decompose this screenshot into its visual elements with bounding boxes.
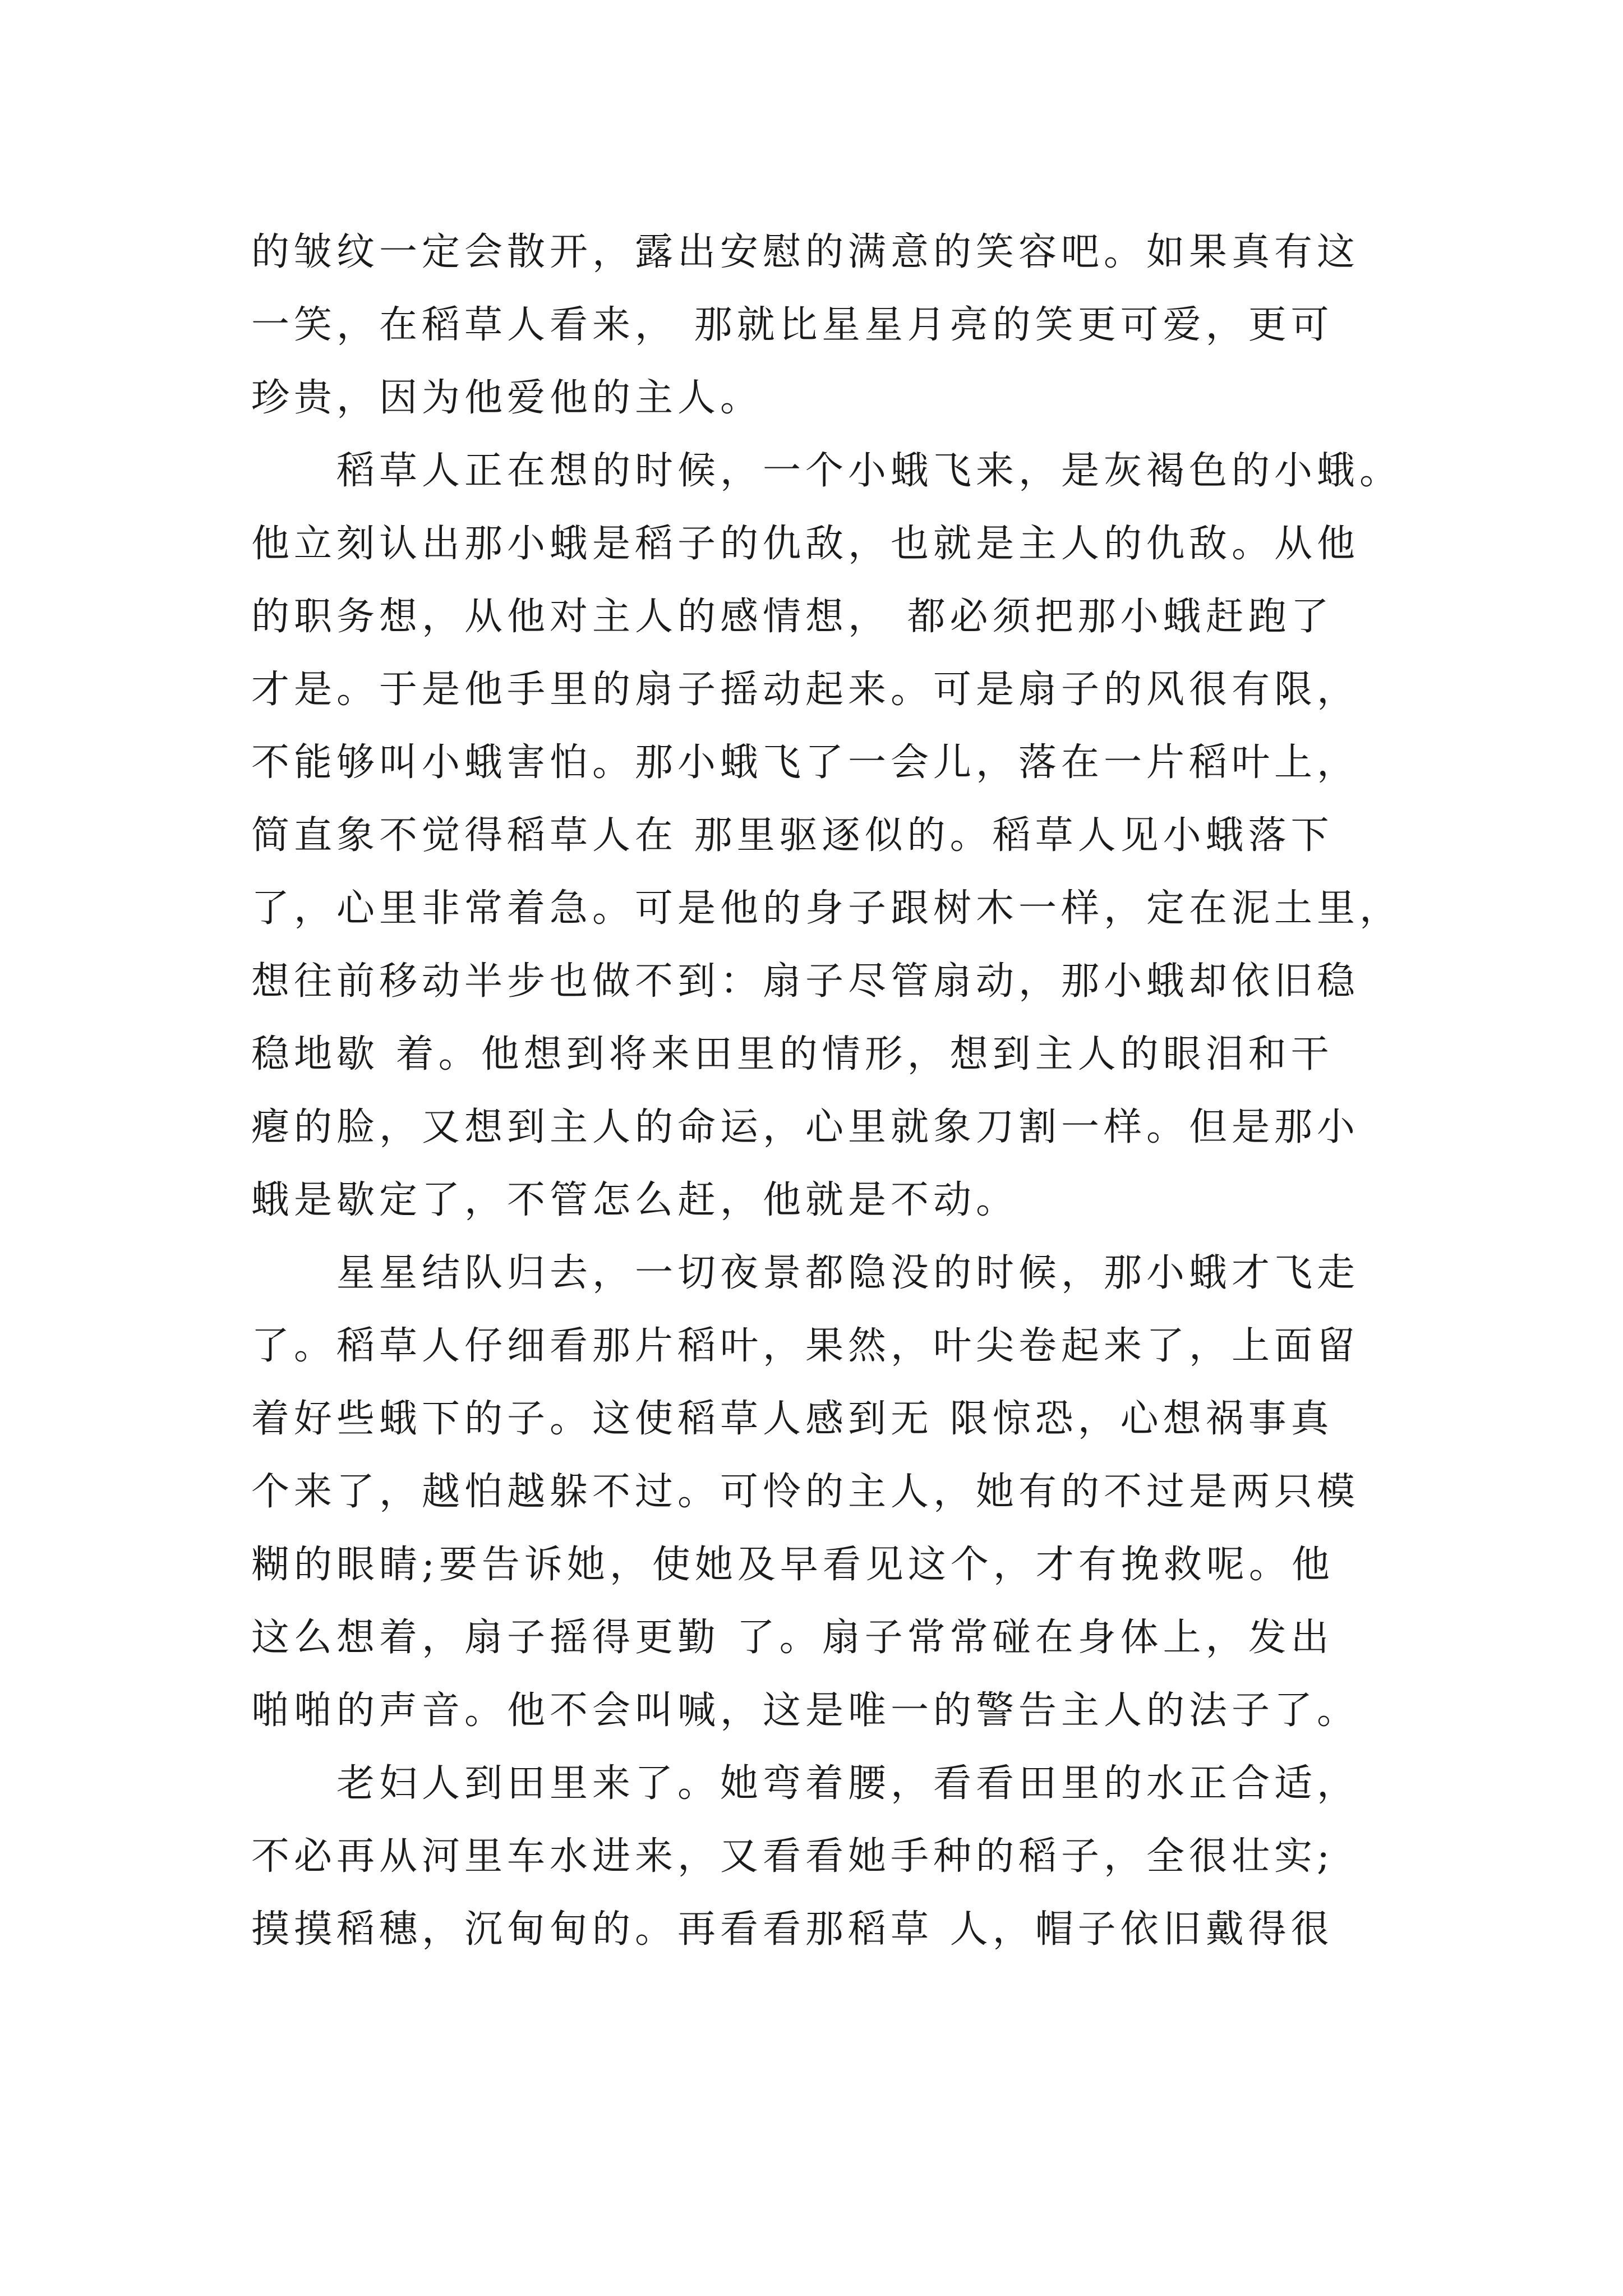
text-line: 的职务想，从他对主人的感情想， 都必须把那小蛾赶跑了 — [251, 595, 1334, 639]
text-line: 啪啪的声音。他不会叫喊，这是唯一的警告主人的法子了。 — [251, 1688, 1360, 1733]
text-line: 老妇人到田里来了。她弯着腰，看看田里的水正合适， — [251, 1761, 1360, 1806]
text-line: 他立刻认出那小蛾是稻子的仇敌，也就是主人的仇敌。从他 — [251, 522, 1360, 566]
text-line: 珍贵，因为他爱他的主人。 — [251, 376, 763, 420]
text-line: 不能够叫小蛾害怕。那小蛾飞了一会儿，落在一片稻叶上， — [251, 740, 1360, 785]
text-line: 了，心里非常着急。可是他的身子跟树木一样，定在泥土里， — [251, 886, 1403, 931]
text-line: 星星结队归去，一切夜景都隐没的时候，那小蛾才飞走 — [251, 1251, 1360, 1295]
text-line: 摸摸稻穗，沉甸甸的。再看看那稻草 人，帽子依旧戴得很 — [251, 1907, 1334, 1952]
text-line: 稻草人正在想的时候，一个小蛾飞来，是灰褐色的小蛾。 — [251, 449, 1403, 493]
text-line: 蛾是歇定了，不管怎么赶，他就是不动。 — [251, 1178, 1019, 1222]
text-line: 了。稻草人仔细看那片稻叶，果然，叶尖卷起来了，上面留 — [251, 1324, 1360, 1368]
text-line: 一笑，在稻草人看来， 那就比星星月亮的笑更可爱，更可 — [251, 303, 1334, 347]
text-line: 不必再从河里车水进来，又看看她手种的稻子，全很壮实; — [251, 1834, 1334, 1879]
text-line: 这么想着，扇子摇得更勤 了。扇子常常碰在身体上，发出 — [251, 1616, 1334, 1660]
text-line: 糊的眼睛;要告诉她，使她及早看见这个，才有挽救呢。他 — [251, 1543, 1334, 1587]
text-line: 着好些蛾下的子。这使稻草人感到无 限惊恐，心想祸事真 — [251, 1397, 1334, 1441]
text-line: 瘪的脸，又想到主人的命运，心里就象刀割一样。但是那小 — [251, 1105, 1360, 1149]
text-line: 个来了，越怕越躲不过。可怜的主人，她有的不过是两只模 — [251, 1470, 1360, 1514]
text-line: 稳地歇 着。他想到将来田里的情形，想到主人的眼泪和干 — [251, 1032, 1334, 1076]
text-line: 才是。于是他手里的扇子摇动起来。可是扇子的风很有限， — [251, 668, 1360, 712]
text-line: 想往前移动半步也做不到：扇子尽管扇动，那小蛾却依旧稳 — [251, 959, 1360, 1004]
text-line: 的皱纹一定会散开，露出安慰的满意的笑容吧。如果真有这 — [251, 230, 1360, 274]
text-line: 简直象不觉得稻草人在 那里驱逐似的。稻草人见小蛾落下 — [251, 813, 1334, 858]
